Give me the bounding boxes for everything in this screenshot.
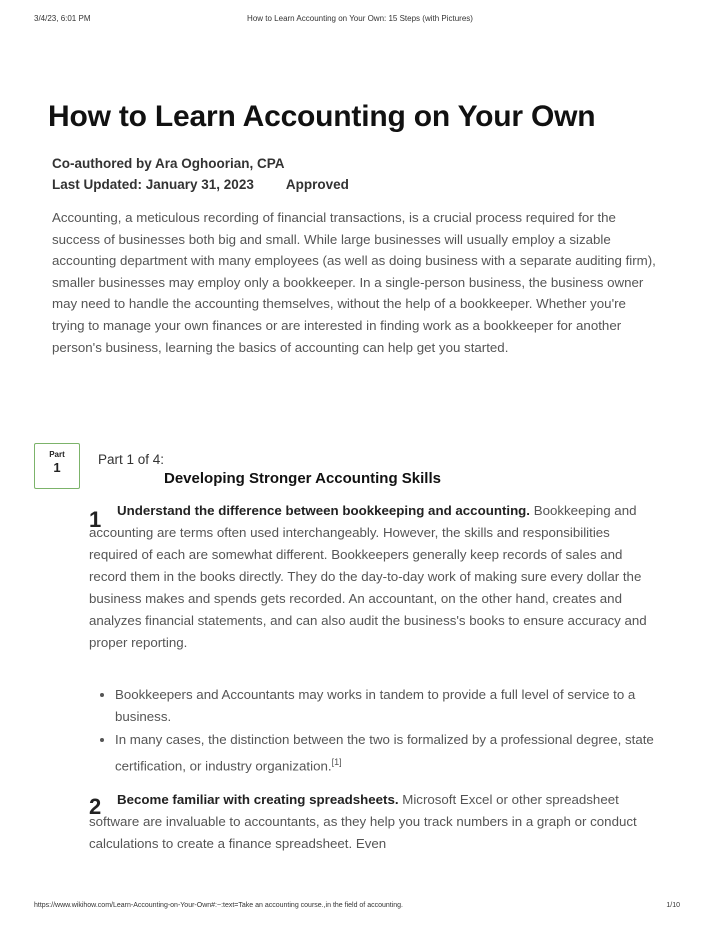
- step-2-body: Microsoft Excel or other spreadsheet software are invaluable to accountants, as they help you track numbers in a graph or conduct calculations to create a finance spreadsheet. Even: [89, 792, 637, 851]
- part-of-label: Part 1 of 4:: [98, 452, 165, 467]
- citation-link[interactable]: [1]: [331, 757, 342, 767]
- print-datetime: 3/4/23, 6:01 PM: [34, 14, 91, 23]
- print-page-title: How to Learn Accounting on Your Own: 15 Steps (with Pictures): [247, 14, 473, 23]
- step-1-number: 1: [89, 507, 102, 532]
- part-badge-number: 1: [53, 460, 61, 475]
- bullet-text: In many cases, the distinction between the two is formalized by a professional degree, state certification, or industry organization.: [115, 732, 654, 774]
- page-number: 1/10: [666, 902, 680, 909]
- part-badge: [34, 443, 80, 489]
- step-2-number: 2: [89, 794, 102, 819]
- step-1-body: Bookkeeping and accounting are terms often used interchangeably. However, the skills and responsibilities required of each are somewhat different. Bookkeepers generally keep records of sales and record them in the books directly. They do the day-to-day work of making sure every dollar the business makes and spends gets recorded. An accountant, on the other hand, creates and analyzes financial statements, and can also audit the business's books to ensure accuracy and proper reporting.: [89, 503, 647, 650]
- coauthor: Co-authored by Ara Oghoorian, CPA: [52, 156, 285, 171]
- step-1-text: [89, 500, 655, 654]
- step-2-text: [89, 789, 655, 855]
- approved-badge: Approved: [285, 177, 349, 192]
- last-updated: Last Updated: January 31, 2023: [52, 177, 254, 192]
- step-1-bullets: [89, 684, 675, 778]
- step-2-heading: Become familiar with creating spreadsheets.: [117, 792, 399, 807]
- update-line: [52, 177, 349, 192]
- article-title: How to Learn Accounting on Your Own: [48, 100, 596, 133]
- step-1-heading: Understand the difference between bookkeeping and accounting.: [117, 503, 531, 518]
- bullet-item: [115, 729, 675, 777]
- intro-paragraph: Accounting, a meticulous recording of financial transactions, is a crucial process required for the success of businesses both big and small. While large businesses will usually employ a sizable accounting department with many employees (as well as doing business with a separate auditing firm), smaller businesses may employ only a bookkeeper. In a single-person business, the business owner may need to handle the accounting themselves, without the help of a bookkeeper. Whether you're trying to manage your own finances or are interested in finding work as a bookkeeper for another person's business, learning the basics of accounting can help get you started.: [52, 210, 656, 355]
- bullet-item: • Bookkeepers and Accountants may works in tandem to provide a full level of service to a business.: [115, 684, 675, 728]
- part-title: Developing Stronger Accounting Skills: [164, 470, 441, 487]
- part-badge-label: Part: [49, 450, 65, 459]
- print-url: https://www.wikihow.com/Learn-Accounting-on-Your-Own#:~:text=Take an accounting course.,in the field of accounting.: [34, 902, 404, 909]
